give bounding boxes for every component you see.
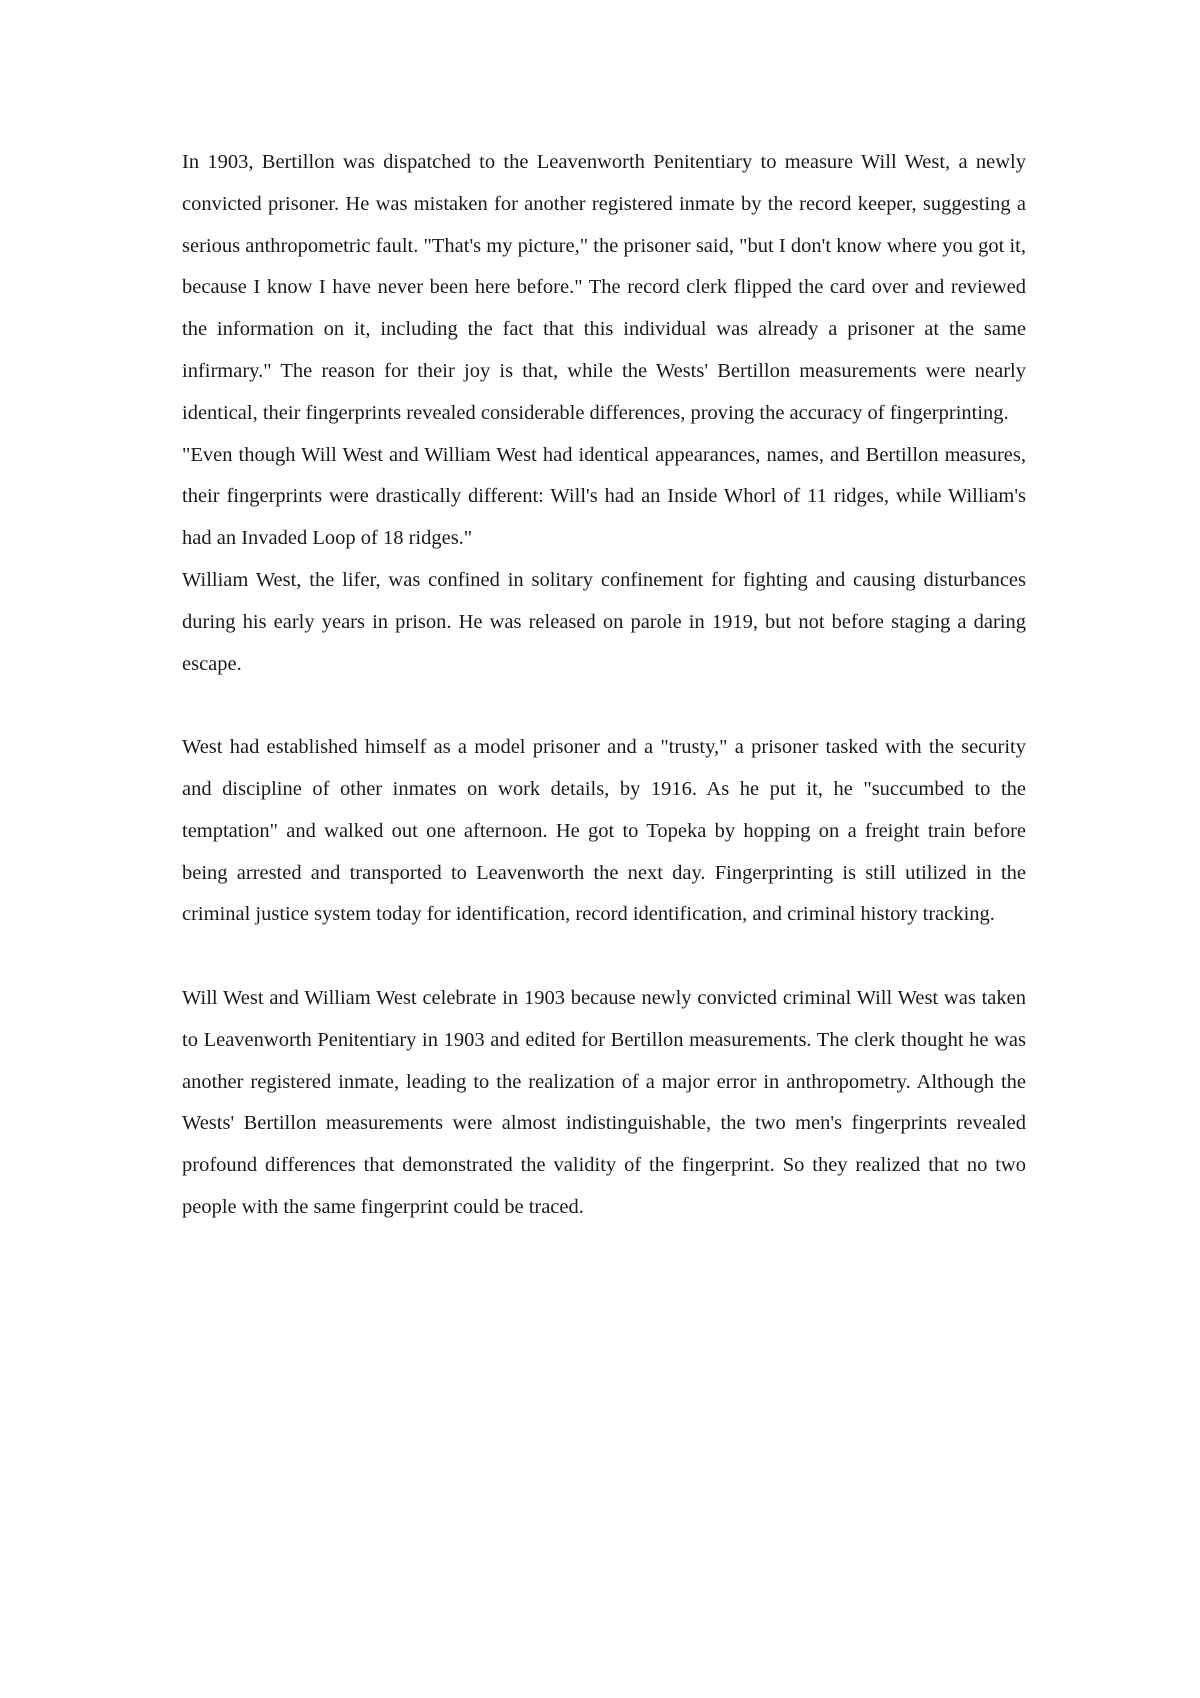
- paragraph-bertillon-1903: In 1903, Bertillon was dispatched to the Leavenworth Penitentiary to measure Will West, a newly convicted prisoner. He was mistaken for another registered inmate by the record keeper, suggesting a serious anthropometric fault. "That's my picture," the prisoner said, "but I don't know where you got it, because I know I have never been here before." The record clerk flipped the card over and reviewed the information on it, including the fact that this individual was already a prisoner at the same infirmary." The reason for their joy is that, while the Wests' Bertillon measurements were nearly identical, their fingerprints revealed considerable differences, proving the accuracy of fingerprinting.: [182, 151, 1026, 424]
- paragraph-conclusion: Will West and William West celebrate in 1903 because newly convicted criminal Will West was taken to Leavenworth Penitentiary in 1903 and edited for Bertillon measurements. The clerk thought he was another registered inmate, leading to the realization of a major error in anthropometry. Although the Wests' Bertillon measurements were almost indistinguishable, the two men's fingerprints revealed profound differences that demonstrated the validity of the fingerprint. So they realized that no two people with the same fingerprint could be traced.: [182, 986, 1026, 1218]
- paragraph-model-prisoner: West had established himself as a model prisoner and a "trusty," a prisoner tasked with the security and discipline of other inmates on work details, by 1916. As he put it, he "succumbed to the temptation" and walked out one afternoon. He got to Topeka by hopping on a freight train before being arrested and transported to Leavenworth the next day. Fingerprinting is still utilized in the criminal justice system today for identification, record identification, and criminal history tracking.: [182, 736, 1026, 926]
- paragraph-fingerprint-quote: "Even though Will West and William West had identical appearances, names, and Bertillon measures, their fingerprints were drastically different: Will's had an Inside Whorl of 11 ridges, while William's had an Invaded Loop of 18 ridges.": [182, 443, 1026, 550]
- paragraph-spacer: [182, 936, 1026, 978]
- paragraph-spacer: [182, 685, 1026, 727]
- document-body: [182, 142, 1026, 1229]
- paragraph-william-west-lifer: William West, the lifer, was confined in solitary confinement for fighting and causing disturbances during his early years in prison. He was released on parole in 1919, but not before staging a daring escape.: [182, 568, 1026, 675]
